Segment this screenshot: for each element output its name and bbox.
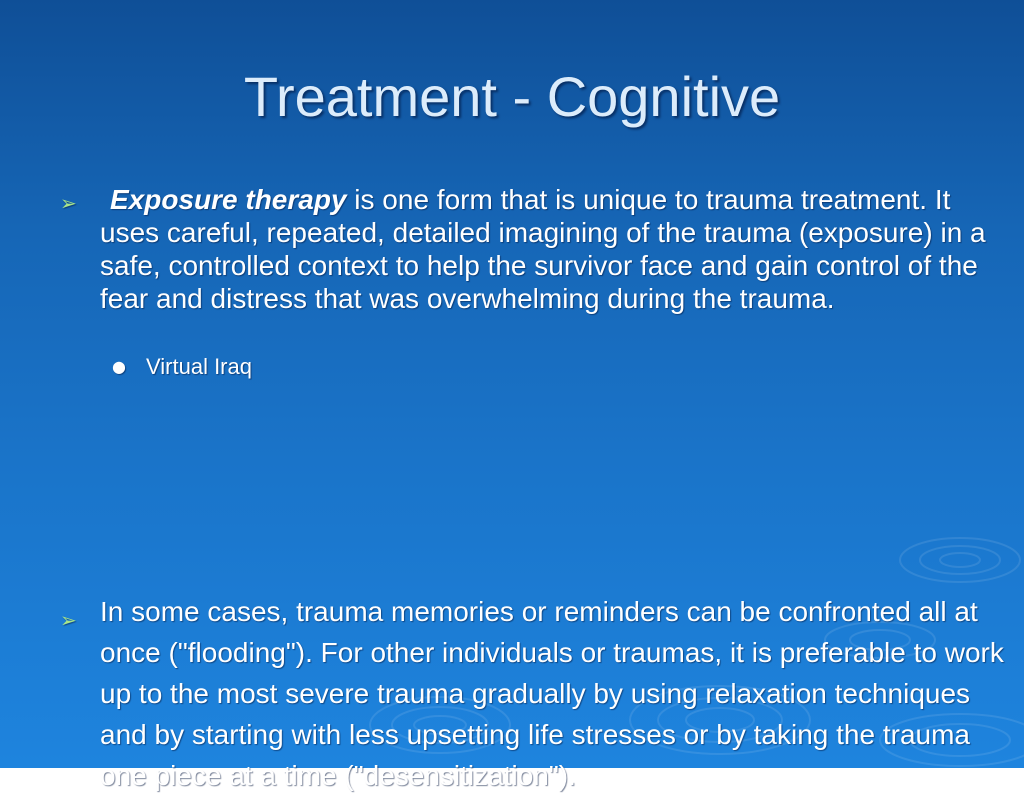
bullet-text: In some cases, trauma memories or reminders can be confronted all at once ("flooding"). For other individuals or traumas, it is preferable to work up to the most severe trauma gradually by using relaxation techniques and by starting with less upsetting life stresses or by taking the trauma one piece at a time ("desensitization"). bbox=[100, 596, 1004, 791]
slide-title: Treatment - Cognitive bbox=[243, 65, 781, 128]
arrow-bullet-icon: ➢ bbox=[60, 608, 77, 632]
arrow-bullet-icon: ➢ bbox=[60, 191, 77, 215]
bullet-flooding-desensitization bbox=[60, 591, 1005, 796]
bullet-text: is one form that is unique to trauma treatment. It uses careful, repeated, detailed imagining of the trauma (exposure) in a safe, controlled context to help the survivor face and gain control of the fear and distress that was overwhelming during the trauma. bbox=[100, 184, 986, 314]
dot-bullet-icon: ● bbox=[112, 357, 126, 376]
sub-bullet-virtual-iraq bbox=[112, 352, 252, 382]
bullet-emphasis: Exposure therapy bbox=[110, 184, 347, 215]
sub-bullet-text: Virtual Iraq bbox=[146, 354, 252, 379]
bullet-exposure-therapy bbox=[60, 183, 1005, 315]
